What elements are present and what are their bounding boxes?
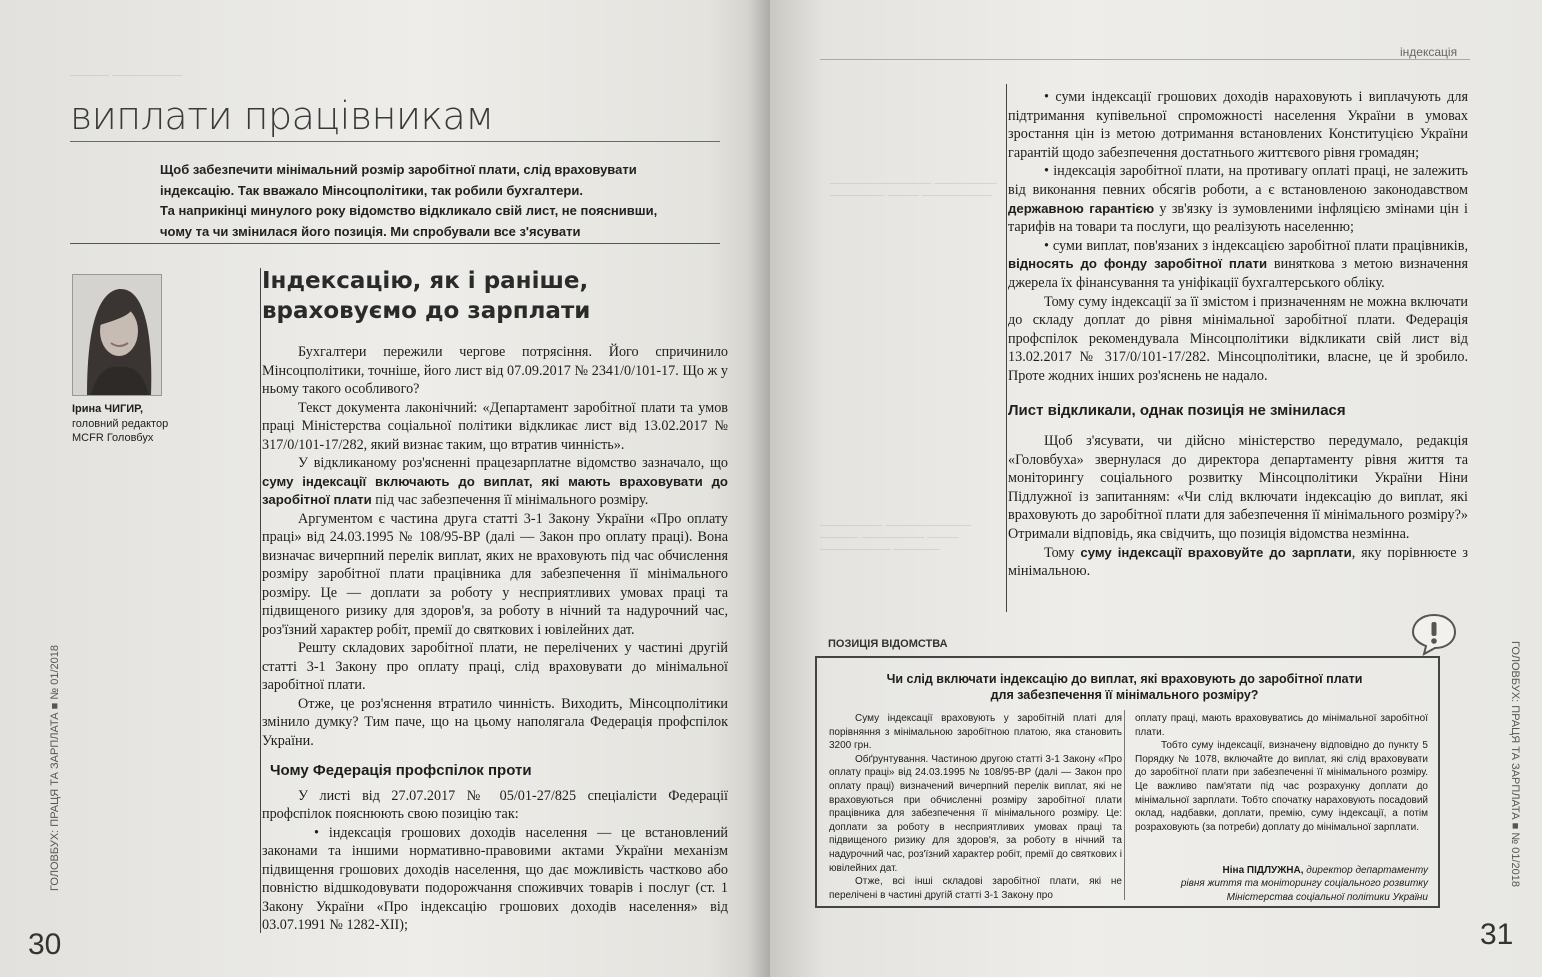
lead-paragraph (160, 160, 720, 242)
divider (70, 243, 720, 244)
paragraph (262, 454, 728, 510)
subheading: Чому Федерація профспілок проти (270, 762, 532, 779)
bullet-icon: • (1044, 237, 1053, 254)
signature-role: рівня життя та моніторингу соціального розвитку (1180, 878, 1428, 890)
lead-line: чому та чи змінилася його позиція. Ми спробували все з'ясувати (160, 223, 581, 239)
bullet-icon: • (1044, 89, 1056, 105)
box-question-line: Чи слід включати індексацію до виплат, які враховують до заробітної плати (886, 672, 1363, 686)
author-caption (72, 402, 252, 446)
bleed-through-text: ───────────── ──────── ─────── ──── ───────── (830, 178, 997, 202)
article-body-right (1008, 88, 1468, 581)
divider (820, 59, 1470, 60)
signature-name: Ніна ПІДЛУЖНА, (1222, 865, 1304, 876)
box-label: ПОЗИЦІЯ ВІДОМСТВА (828, 638, 948, 650)
article-body-left (262, 343, 728, 935)
running-footer-right (1505, 640, 1525, 900)
bullet-highlight: відносять до фонду заробітної плати (1008, 256, 1268, 272)
column-rule (260, 268, 261, 933)
bullet-item (1008, 237, 1468, 293)
bullet-text: суми індексації грошових доходів нараховують і виплачують для підтримання купівельної спроможності населення України в умовах зростання цін із метою дотримання встановлених Конституцією України гарантій щодо забезпечення достатнього життєвого рівня громадян; (1008, 89, 1468, 161)
paragraph: Решту складових заробітної плати, не перелічених у частині другій статті 3-1 Закону про оплату праці, слід враховувати до мінімальної заробітної плати. (262, 640, 728, 693)
lead-line: Та наприкінці минулого року відомство відкликало свій лист, не пояснивши, (160, 203, 658, 218)
box-paragraph: Обґрунтування. Частиною другою статті 3-1 Закону «Про оплату праці» від 24.03.1995 № 108/95-ВР (далі — Закон про оплату праці) визначений вичерпний перелік виплат, які не враховуються при обчисленні розміру заробітної плати працівника для забезпечення її мінімального розміру. Це: доплати за роботу в несприятливих умовах праці та підвищеного ризику для здоров'я, за роботу в нічний та надурочний час, роз'їзний характер робіт, премії до святкових і ювілейних дат. (829, 753, 1122, 874)
box-paragraph: оплату праці, мають враховуватись до мінімальної заробітної плати. (1135, 713, 1428, 738)
agency-position-box (815, 656, 1440, 908)
article-title-line: Індексацію, як і раніше, (262, 268, 589, 294)
bullet-item (262, 824, 728, 935)
paragraph-highlight: суму індексації враховуйте до зарплати (1080, 544, 1352, 560)
box-question-line: для забезпечення її мінімального розміру? (990, 687, 1259, 702)
running-footer-left (40, 644, 61, 900)
bullet-text: у зв'язку із зумовленими інфляцією змінами цін і тарифів на товари та послуги, що реалізують населенню; (1008, 200, 1468, 236)
signature-line (1135, 864, 1428, 877)
bullet-text: індексація грошових доходів населення — це встановлений законами та іншими нормативно-правовими актами України механізм підвищення грошових доходів населення, що дає можливість частково або повністю відшкодовувати подорожчання споживчих товарів і послуг (ст. 1 Закону України «Про індексацію грошових доходів населення» від 03.07.1991 № 1282-XII); (262, 824, 729, 933)
box-paragraph: Суму індексації враховують у заробітній платі для порівняння з мінімальною заробітною платою, яка становить 3200 грн. (829, 713, 1122, 752)
paragraph-highlight: суму індексації включають до виплат, які мають враховувати до заробітної плати (262, 473, 728, 507)
author-name: Ірина ЧИГИР, (72, 403, 144, 415)
box-divider (1124, 710, 1125, 900)
paragraph (1008, 544, 1468, 581)
right-page (770, 0, 1542, 977)
bullet-icon: • (1044, 163, 1054, 180)
paragraph: У листі від 27.07.2017 № 05/01-27/825 спеціалісти Федерації профспілок пояснюють свою позицію так: (262, 787, 728, 822)
lead-line: індексацію. Так вважало Мінсоцполітики, так робили бухгалтери. (160, 182, 583, 198)
paragraph: Аргументом є частина друга статті 3-1 Закону України «Про оплату праці» від 24.03.1995 № 108/95-ВР (далі — Закон про оплату праці). Вона визначає вичерпний перелік виплат, яких не враховують під час обчислення розміру заробітної плати працівника для забезпечення її мінімального розміру. Це — доплати за роботу у несприятливих умовах праці та підвищеного ризику для здоров'я, за роботу в нічний та надурочний час, роз'їзний характер робіт, премії до святкових і ювілейних дат. (262, 510, 728, 638)
signature-line (1135, 891, 1428, 904)
signature-line (1135, 877, 1428, 890)
bullet-item (1008, 88, 1468, 162)
paragraph: Отже, це роз'яснення втратило чинність. Виходить, Мінсоцполітики змінило думку? Тим паче, що на цьому наполягала Федерація профспілок України. (262, 695, 728, 749)
bullet-highlight: державною гарантією (1008, 200, 1155, 216)
paragraph: Текст документа лаконічний: «Департамент заробітної плати та умов праці Міністерства соціальної політики відкликає лист від 13.02.2017 № 317/0/101-17/282, який визнає таким, що втратив чинність». (262, 399, 728, 453)
bleed-through-text: ──────── ─────────── ───── ──────── ──── ───────── ────── (820, 520, 972, 556)
box-column-1 (829, 712, 1122, 902)
bullet-text: індексація заробітної плати, на противагу оплаті праці, не залежить від виконання певних обсягів роботи, а є встановленою законодавством (1008, 163, 1468, 198)
running-footer-text: ГОЛОВБУХ: ПРАЦЯ ТА ЗАРПЛАТА ■ № 01/2018 (1509, 641, 1521, 888)
paragraph: Бухгалтери пережили чергове потрясіння. Його спричинило Мінсоцполітики, точніше, його лист від 07.09.2017 № 2341/0/101-17. Що ж у ньому такого особливого? (262, 344, 728, 397)
box-paragraph: Тобто суму індексації, визначену відповідно до пункту 5 Порядку № 1078, включайте до виплат, які слід враховувати до заробітної плати при забезпеченні її мінімального розміру. Це важливо пам'ятати під час розрахунку доплати до мінімальної зарплати. Тобто спочатку нараховують посадовий оклад, надбавки, доплати, премію, суму індексації, а потім розраховують (за потреби) доплату до мінімальної зарплати. (1135, 740, 1428, 833)
signature-role: директор департаменту (1306, 865, 1428, 876)
bullet-item (1008, 162, 1468, 236)
article-title-line: враховуємо до зарплати (262, 298, 591, 324)
rubric-heading: виплати працівникам (70, 95, 720, 142)
column-rule (1006, 84, 1007, 612)
author-photo (72, 274, 162, 396)
lead-line: Щоб забезпечити мінімальний розмір заробітної плати, слід враховувати (160, 162, 637, 177)
author-role: головний редактор (72, 417, 169, 430)
section-tag: індексація (1400, 45, 1458, 59)
bullet-icon: • (314, 824, 329, 841)
bullet-text: суми виплат, пов'язаних з індексацією заробітної плати працівників, (1052, 237, 1468, 254)
paragraph-text: У відкликаному роз'ясненні працезарплатне відомство зазначало, що (298, 455, 728, 471)
paragraph-text: Тому (1044, 544, 1081, 561)
paragraph-text: , яку порівнюєте з мінімальною. (1008, 544, 1468, 580)
bullet-text: виняткова з метою визначення джерела їх фінансування та уніфікації бухгалтерського обліку. (1008, 256, 1468, 291)
box-signature (1135, 864, 1428, 904)
left-page (0, 0, 770, 977)
running-footer-text: ГОЛОВБУХ: ПРАЦЯ ТА ЗАРПЛАТА ■ № 01/2018 (49, 644, 61, 891)
box-question (847, 672, 1402, 703)
paragraph: Тому суму індексації за її змістом і призначенням не можна включати до складу доплат до рівня мінімальної заробітної плати. Федерація профспілок рекомендувала Мінсоцполітики відкликати свій лист від 13.02.2017 № 317/0/101-17/282. Мінсоцполітики, власне, це й зробило. Проте жодних інших роз'яснень не надало. (1008, 293, 1468, 384)
paragraph: Щоб з'ясувати, чи дійсно міністерство передумало, редакція «Головбуха» звернулася до директора департаменту рівня життя та моніторингу соціального розвитку Мінсоцполітики України Ніни Підлужної із запитанням: «Чи слід включати індексацію до виплат, які враховують до заробітної плати для забезпечення її мінімального розміру?» Отримали відповідь, яка свідчить, що позиція відомства незмінна. (1008, 433, 1468, 543)
exclamation-bubble-icon (1410, 612, 1458, 656)
article-title (262, 266, 732, 326)
box-column-2 (1135, 712, 1428, 834)
author-publication: МСFR Головбух (72, 432, 154, 444)
box-paragraph: Отже, всі інші складові заробітної плати, які не перелічені в частині другій статті 3-1 Закону про (829, 876, 1122, 901)
page-number-right: 31 (1480, 918, 1514, 951)
subheading: Лист відкликали, однак позиція не змінилася (1008, 401, 1346, 419)
paragraph-text: під час забезпечення її мінімального розміру. (371, 492, 649, 508)
signature-role: Міністерства соціальної політики України (1226, 891, 1428, 903)
page-number-left: 30 (28, 928, 62, 961)
bleed-through-text: ───── ───────── (70, 70, 183, 82)
